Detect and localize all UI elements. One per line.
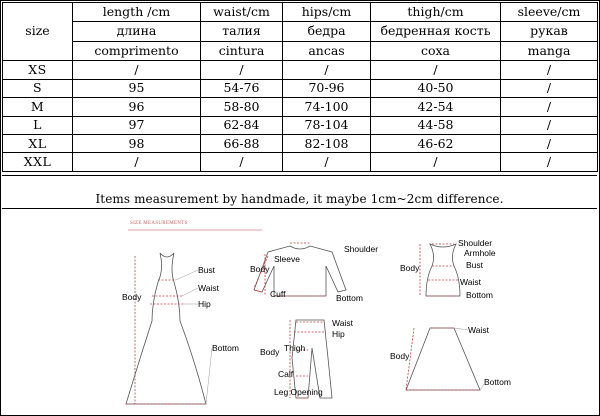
table-cell: 70-96 <box>283 79 371 97</box>
size-label-xl: XL <box>3 135 73 153</box>
table-row <box>3 79 598 97</box>
table-cell: 66-88 <box>201 135 283 153</box>
pants-hip-label: Hip <box>332 329 345 339</box>
measurement-diagram <box>2 208 597 413</box>
dress-bottom-label: Bottom <box>212 343 239 353</box>
tank-sketch <box>420 244 460 296</box>
table-row <box>3 61 598 79</box>
table-cell: 54-76 <box>201 79 283 97</box>
header-hips-pt: ancas <box>283 41 371 60</box>
size-label-xs: XS <box>3 61 73 79</box>
table-cell: 44-58 <box>371 116 501 134</box>
skirt-sketch <box>406 328 484 390</box>
pants-body-label: Body <box>260 347 280 357</box>
caption-band <box>2 175 597 209</box>
skirt-bottom-label: Bottom <box>484 377 511 387</box>
header-waist-en: waist/cm <box>201 3 283 22</box>
pants-leg-opening-label: Leg Opening <box>274 387 323 397</box>
measurement-caption: Items measurement by handmade, it maybe 1cm~2cm difference. <box>95 192 504 206</box>
size-label-xxl: XXL <box>3 153 73 172</box>
skirt-waist-label: Waist <box>468 325 489 335</box>
table-cell: / <box>501 116 598 134</box>
table-cell: 42-54 <box>371 98 501 116</box>
table-cell: / <box>501 61 598 79</box>
header-thigh-en: thigh/cm <box>371 3 501 22</box>
table-cell: 95 <box>73 79 201 97</box>
shirt-sleeve-label: Sleeve <box>274 254 300 264</box>
tank-bust-label: Bust <box>466 260 484 270</box>
table-row <box>3 116 598 134</box>
table-cell: 62-84 <box>201 116 283 134</box>
table-row <box>3 153 598 172</box>
tank-armhole-label: Armhole <box>464 248 496 258</box>
table-cell: 96 <box>73 98 201 116</box>
table-cell: 46-62 <box>371 135 501 153</box>
dress-bust-label: Bust <box>198 265 216 275</box>
tank-waist-label: Waist <box>460 277 481 287</box>
tank-body-label: Body <box>400 263 420 273</box>
header-waist-pt: cintura <box>201 41 283 60</box>
size-label-l: L <box>3 116 73 134</box>
size-chart-table <box>2 2 598 172</box>
pants-calf-label: Calf <box>278 369 294 379</box>
header-sleeve-ru: рукав <box>501 22 598 41</box>
shirt-shoulder-label: Shoulder <box>344 244 379 254</box>
header-sleeve-pt: manga <box>501 41 598 60</box>
table-cell: / <box>283 61 371 79</box>
table-cell: / <box>201 61 283 79</box>
dress-hip-label: Hip <box>198 299 211 309</box>
dress-body-label: Body <box>122 292 142 302</box>
dress-waist-label: Waist <box>198 283 219 293</box>
table-cell: 78-104 <box>283 116 371 134</box>
shirt-cuff-label: Cuff <box>270 289 286 299</box>
size-measurements-title: SIZE MEASUREMENTS <box>130 221 188 226</box>
pants-waist-label: Waist <box>332 318 353 328</box>
table-cell: / <box>73 61 201 79</box>
table-cell: / <box>501 79 598 97</box>
header-thigh-pt: coxa <box>371 41 501 60</box>
table-row <box>3 98 598 116</box>
tank-shoulder-label: Shoulder <box>458 238 493 248</box>
table-cell: 58-80 <box>201 98 283 116</box>
table-cell: / <box>73 153 201 172</box>
table-cell: / <box>501 153 598 172</box>
table-cell: 74-100 <box>283 98 371 116</box>
header-length-en: length /cm <box>73 3 201 22</box>
table-cell: 98 <box>73 135 201 153</box>
table-cell: / <box>201 153 283 172</box>
pants-thigh-label: Thigh <box>284 343 306 353</box>
table-row <box>3 135 598 153</box>
shirt-body-label: Body <box>250 264 270 274</box>
table-cell: 97 <box>73 116 201 134</box>
tank-bottom-label: Bottom <box>466 290 493 300</box>
header-waist-ru: талия <box>201 22 283 41</box>
table-cell: / <box>371 153 501 172</box>
table-cell: 40-50 <box>371 79 501 97</box>
header-length-pt: comprimento <box>73 41 201 60</box>
header-hips-ru: бедра <box>283 22 371 41</box>
header-sleeve-en: sleeve/cm <box>501 3 598 22</box>
dress-sketch <box>126 253 212 404</box>
table-cell: / <box>371 61 501 79</box>
size-label-m: M <box>3 98 73 116</box>
header-length-ru: длина <box>73 22 201 41</box>
skirt-body-label: Body <box>390 351 410 361</box>
table-cell: / <box>501 135 598 153</box>
header-thigh-ru: бедренная кость <box>371 22 501 41</box>
size-label-s: S <box>3 79 73 97</box>
header-hips-en: hips/cm <box>283 3 371 22</box>
table-cell: 82-108 <box>283 135 371 153</box>
table-cell: / <box>283 153 371 172</box>
shirt-bottom-label: Bottom <box>336 293 363 303</box>
size-corner-label: size <box>3 3 73 61</box>
table-cell: / <box>501 98 598 116</box>
